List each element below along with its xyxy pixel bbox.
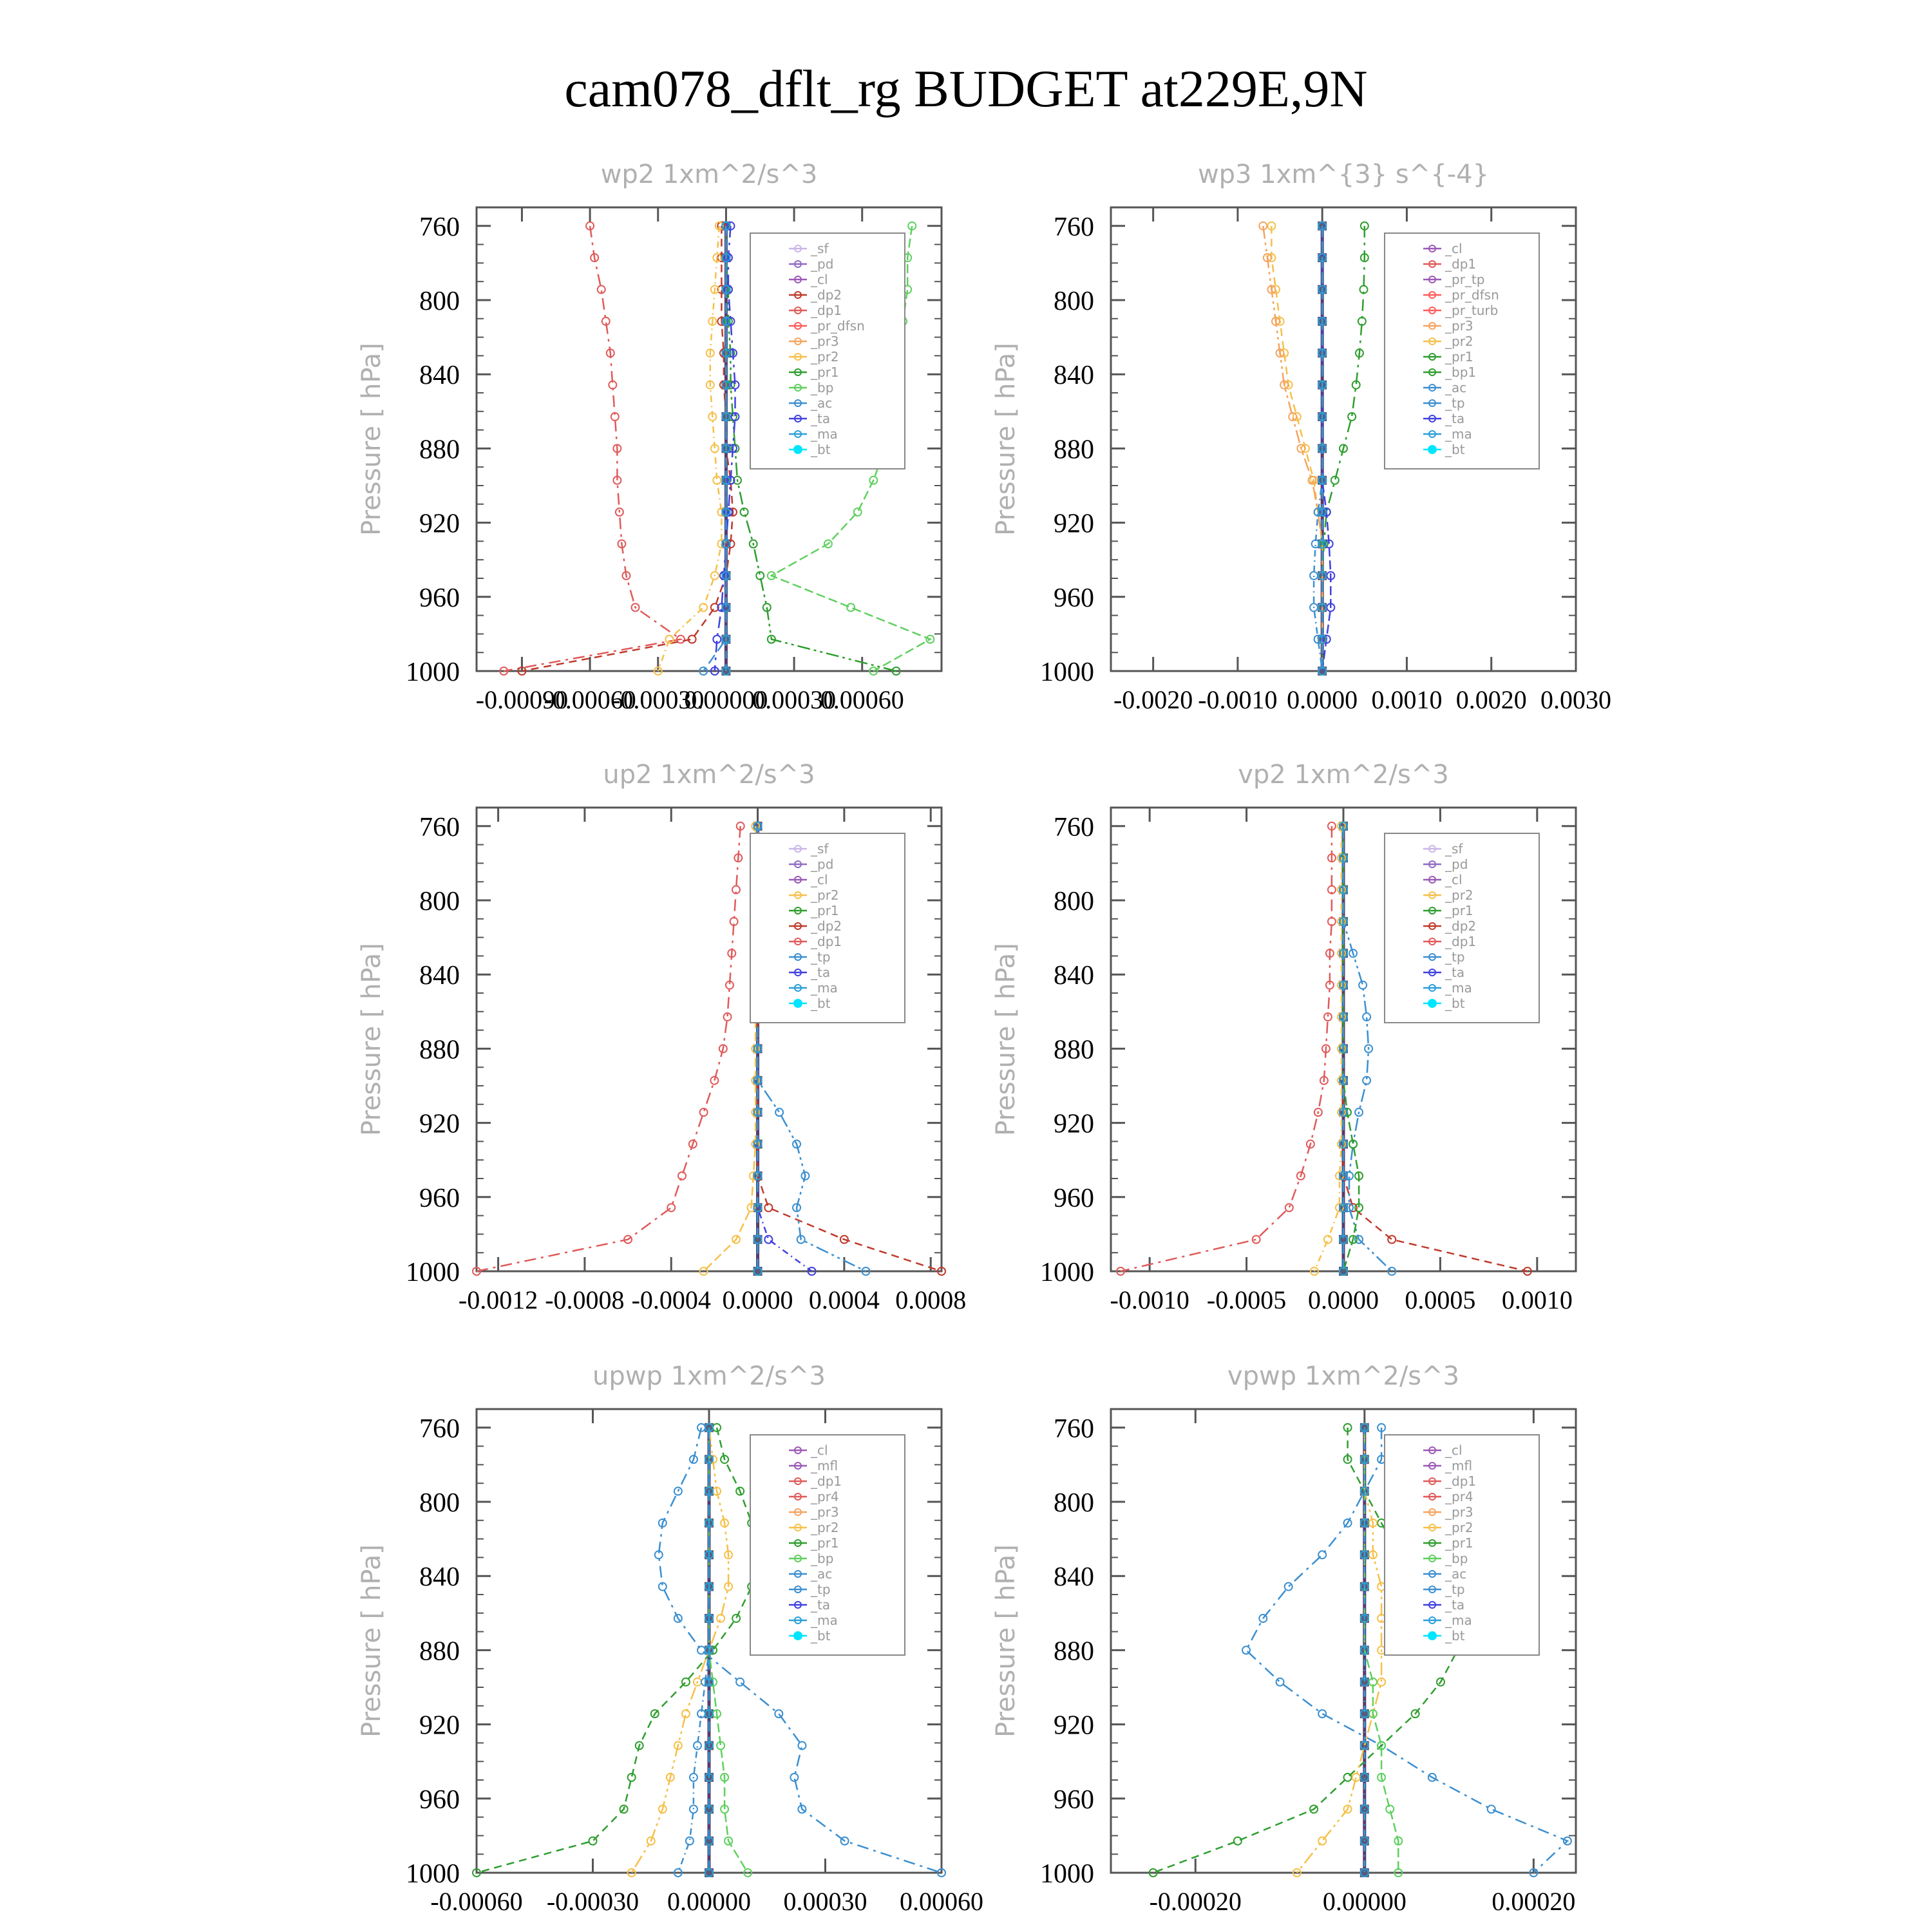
panel-subtitle: vp2 1xm^2/s^3	[1238, 760, 1449, 790]
legend-label: _bt	[1445, 1628, 1465, 1643]
y-axis-label: Pressure [ hPa]	[991, 943, 1021, 1136]
x-tick-label: 0.0020	[1455, 685, 1527, 714]
figure-title: cam078_dflt_rg BUDGET at229E,9N	[564, 59, 1368, 118]
legend-label: _bt	[811, 996, 831, 1011]
legend-label: _cl	[811, 1443, 828, 1458]
y-axis-label: Pressure [ hPa]	[357, 943, 386, 1136]
legend-label: _pr1	[1445, 903, 1473, 918]
legend-label: _ac	[811, 1566, 833, 1582]
x-tick-label: -0.00060	[544, 685, 636, 714]
legend-label: _cl	[1445, 872, 1463, 887]
legend-label: _sf	[811, 841, 829, 857]
legend-label: _bt	[1445, 442, 1465, 457]
x-tick-label: -0.0008	[545, 1285, 625, 1314]
y-axis-label: Pressure [ hPa]	[357, 343, 386, 536]
y-tick-label: 920	[1054, 1710, 1094, 1741]
legend-label: _ta	[811, 1597, 831, 1613]
y-tick-label: 800	[1054, 1488, 1094, 1518]
y-tick-label: 880	[1054, 435, 1094, 465]
x-tick-label: -0.0004	[631, 1285, 711, 1314]
y-tick-label: 880	[419, 1636, 460, 1667]
legend-label: _ac	[811, 395, 833, 411]
x-tick-label: 0.00060	[820, 685, 904, 714]
y-tick-label: 920	[419, 509, 460, 539]
legend-label: _dp1	[811, 1473, 842, 1489]
legend-label: _pr3	[1445, 318, 1473, 334]
legend-marker	[1428, 446, 1436, 453]
y-tick-label: 1000	[1040, 1859, 1094, 1889]
legend-label: _dp1	[1445, 934, 1477, 949]
x-tick-label: 0.0000	[1308, 1285, 1379, 1314]
y-tick-label: 840	[1054, 1562, 1094, 1593]
legend-label: _bp	[811, 1551, 834, 1566]
y-tick-label: 800	[1054, 287, 1094, 316]
panel-subtitle: up2 1xm^2/s^3	[603, 760, 815, 790]
legend-label: _sf	[1445, 841, 1463, 857]
y-tick-label: 760	[1054, 812, 1094, 842]
legend-label: _ma	[1445, 426, 1472, 442]
y-tick-label: 960	[419, 1785, 460, 1815]
x-tick-label: 0.0030	[1540, 685, 1611, 714]
x-tick-label: 0.00020	[1492, 1887, 1576, 1916]
x-tick-label: -0.00090	[475, 685, 569, 714]
legend-label: _cl	[1445, 1443, 1463, 1458]
x-tick-label: -0.00030	[546, 1887, 639, 1916]
x-tick-label: -0.0012	[458, 1285, 538, 1314]
legend-label: _pr2	[1445, 887, 1473, 903]
y-tick-label: 1000	[406, 1258, 460, 1287]
x-tick-label: -0.0010	[1198, 685, 1278, 714]
legend-label: _dp2	[811, 918, 842, 934]
y-tick-label: 840	[1054, 961, 1094, 991]
y-axis-label: Pressure [ hPa]	[991, 1544, 1021, 1738]
panel-subtitle: vpwp 1xm^2/s^3	[1227, 1361, 1460, 1391]
y-tick-label: 960	[1054, 1183, 1094, 1213]
y-tick-label: 880	[419, 435, 460, 465]
y-tick-label: 800	[419, 287, 460, 316]
legend-label: _ta	[811, 411, 831, 426]
legend-label: _dp2	[1445, 918, 1477, 934]
y-tick-label: 920	[419, 1109, 460, 1139]
y-tick-label: 960	[1054, 1785, 1094, 1815]
legend-label: _pr3	[811, 334, 839, 349]
legend-label: _tp	[811, 1582, 831, 1597]
y-axis-label: Pressure [ hPa]	[991, 343, 1021, 536]
x-tick-label: 0.00000	[667, 1887, 751, 1916]
legend-label: _pr2	[1445, 1520, 1473, 1535]
x-tick-label: 0.0004	[808, 1285, 880, 1314]
legend-label: _bp1	[1445, 365, 1477, 380]
x-tick-label: 0.00000	[1322, 1887, 1406, 1916]
legend-label: _pr2	[811, 887, 839, 903]
legend-label: _ma	[811, 426, 838, 442]
y-tick-label: 1000	[1040, 1258, 1094, 1287]
legend-label: _cl	[811, 272, 828, 287]
legend-label: _bt	[811, 1628, 831, 1643]
y-tick-label: 760	[1054, 1414, 1094, 1444]
legend-label: _mfl	[811, 1458, 838, 1473]
legend-label: _sf	[811, 241, 829, 256]
y-tick-label: 920	[1054, 1109, 1094, 1139]
legend-marker	[794, 1632, 802, 1640]
legend-label: _pr_tp	[1445, 272, 1485, 287]
y-tick-label: 760	[1054, 212, 1094, 242]
x-tick-label: -0.0020	[1113, 685, 1193, 714]
legend-label: _pr_dfsn	[811, 318, 865, 334]
x-tick-label: 0.0008	[895, 1285, 967, 1314]
y-tick-label: 840	[1054, 361, 1094, 391]
legend-label: _ta	[1445, 411, 1465, 426]
legend-label: _pr1	[1445, 1535, 1473, 1551]
legend-label: _dp2	[811, 287, 842, 303]
legend-label: _tp	[1445, 395, 1465, 411]
legend-label: _tp	[811, 949, 831, 965]
x-tick-label: 0.00000	[684, 685, 768, 714]
legend-label: _pr2	[811, 1520, 839, 1535]
y-tick-label: 960	[419, 583, 460, 613]
y-tick-label: 960	[1054, 583, 1094, 613]
legend-label: _tp	[1445, 949, 1465, 965]
legend-label: _pd	[1445, 857, 1468, 872]
legend-label: _pr1	[1445, 349, 1473, 365]
legend-label: _pr2	[1445, 334, 1473, 349]
legend-label: _ta	[1445, 965, 1465, 980]
y-tick-label: 840	[419, 1562, 460, 1593]
legend-label: _pr1	[811, 365, 839, 380]
legend-marker	[1428, 999, 1436, 1007]
y-tick-label: 840	[419, 361, 460, 391]
x-tick-label: 0.00030	[783, 1887, 867, 1916]
legend-label: _pr2	[811, 349, 839, 365]
y-tick-label: 880	[419, 1035, 460, 1065]
legend-marker	[794, 446, 802, 453]
x-tick-label: -0.00060	[430, 1887, 523, 1916]
legend-label: _pr4	[811, 1489, 839, 1504]
x-tick-label: 0.0010	[1371, 685, 1443, 714]
y-axis-label: Pressure [ hPa]	[357, 1544, 386, 1738]
legend-label: _ma	[1445, 1613, 1472, 1628]
y-tick-label: 880	[1054, 1636, 1094, 1667]
y-tick-label: 760	[419, 212, 460, 242]
legend-label: _bt	[1445, 996, 1465, 1011]
x-tick-label: 0.0005	[1405, 1285, 1476, 1314]
y-tick-label: 920	[1054, 509, 1094, 539]
legend-label: _bp	[1445, 1551, 1468, 1566]
legend-label: _ta	[1445, 1597, 1465, 1613]
legend-label: _pr1	[811, 1535, 839, 1551]
legend-label: _cl	[811, 872, 828, 887]
y-tick-label: 960	[419, 1183, 460, 1213]
x-tick-label: 0.0010	[1501, 1285, 1573, 1314]
y-tick-label: 1000	[406, 1859, 460, 1889]
x-tick-label: 0.00030	[752, 685, 837, 714]
x-tick-label: -0.00020	[1149, 1887, 1242, 1916]
legend-marker	[794, 999, 802, 1007]
y-tick-label: 760	[419, 812, 460, 842]
legend-label: _pr_turb	[1445, 303, 1499, 318]
legend-label: _pd	[811, 256, 834, 272]
legend-label: _dp1	[811, 303, 842, 318]
legend-label: _pr_dfsn	[1445, 287, 1499, 303]
legend-label: _ma	[811, 1613, 838, 1628]
y-tick-label: 880	[1054, 1035, 1094, 1065]
x-tick-label: -0.00030	[612, 685, 705, 714]
legend-label: _ta	[811, 965, 831, 980]
x-tick-label: -0.0010	[1110, 1285, 1189, 1314]
legend-label: _pr3	[1445, 1504, 1473, 1520]
legend-label: _ac	[1445, 380, 1467, 395]
legend-label: _dp1	[811, 934, 842, 949]
x-tick-label: 0.00060	[900, 1887, 983, 1916]
legend-label: _dp1	[1445, 256, 1477, 272]
panel-subtitle: wp3 1xm^{3} s^{-4}	[1197, 160, 1490, 189]
legend-label: _pr3	[811, 1504, 839, 1520]
legend-label: _mfl	[1445, 1458, 1473, 1473]
legend-label: _cl	[1445, 241, 1463, 256]
legend-label: _bp	[811, 380, 834, 395]
y-tick-label: 840	[419, 961, 460, 991]
y-tick-label: 760	[419, 1414, 460, 1444]
legend-label: _dp1	[1445, 1473, 1477, 1489]
x-tick-label: 0.0000	[722, 1285, 793, 1314]
y-tick-label: 800	[419, 1488, 460, 1518]
x-tick-label: -0.0005	[1206, 1285, 1287, 1314]
y-tick-label: 800	[419, 887, 460, 916]
y-tick-label: 800	[1054, 887, 1094, 916]
legend-label: _tp	[1445, 1582, 1465, 1597]
panel-subtitle: upwp 1xm^2/s^3	[592, 1361, 826, 1391]
legend-marker	[1428, 1632, 1436, 1640]
legend-label: _pr4	[1445, 1489, 1473, 1504]
y-tick-label: 1000	[1040, 658, 1094, 687]
y-tick-label: 1000	[406, 658, 460, 687]
legend-label: _bt	[811, 442, 831, 457]
panel-subtitle: wp2 1xm^2/s^3	[600, 160, 818, 189]
legend-label: _ac	[1445, 1566, 1467, 1582]
legend-label: _ma	[811, 980, 838, 996]
legend-label: _pd	[811, 857, 834, 872]
y-tick-label: 920	[419, 1710, 460, 1741]
x-tick-label: 0.0000	[1287, 685, 1358, 714]
legend-label: _pr1	[811, 903, 839, 918]
legend-label: _ma	[1445, 980, 1472, 996]
